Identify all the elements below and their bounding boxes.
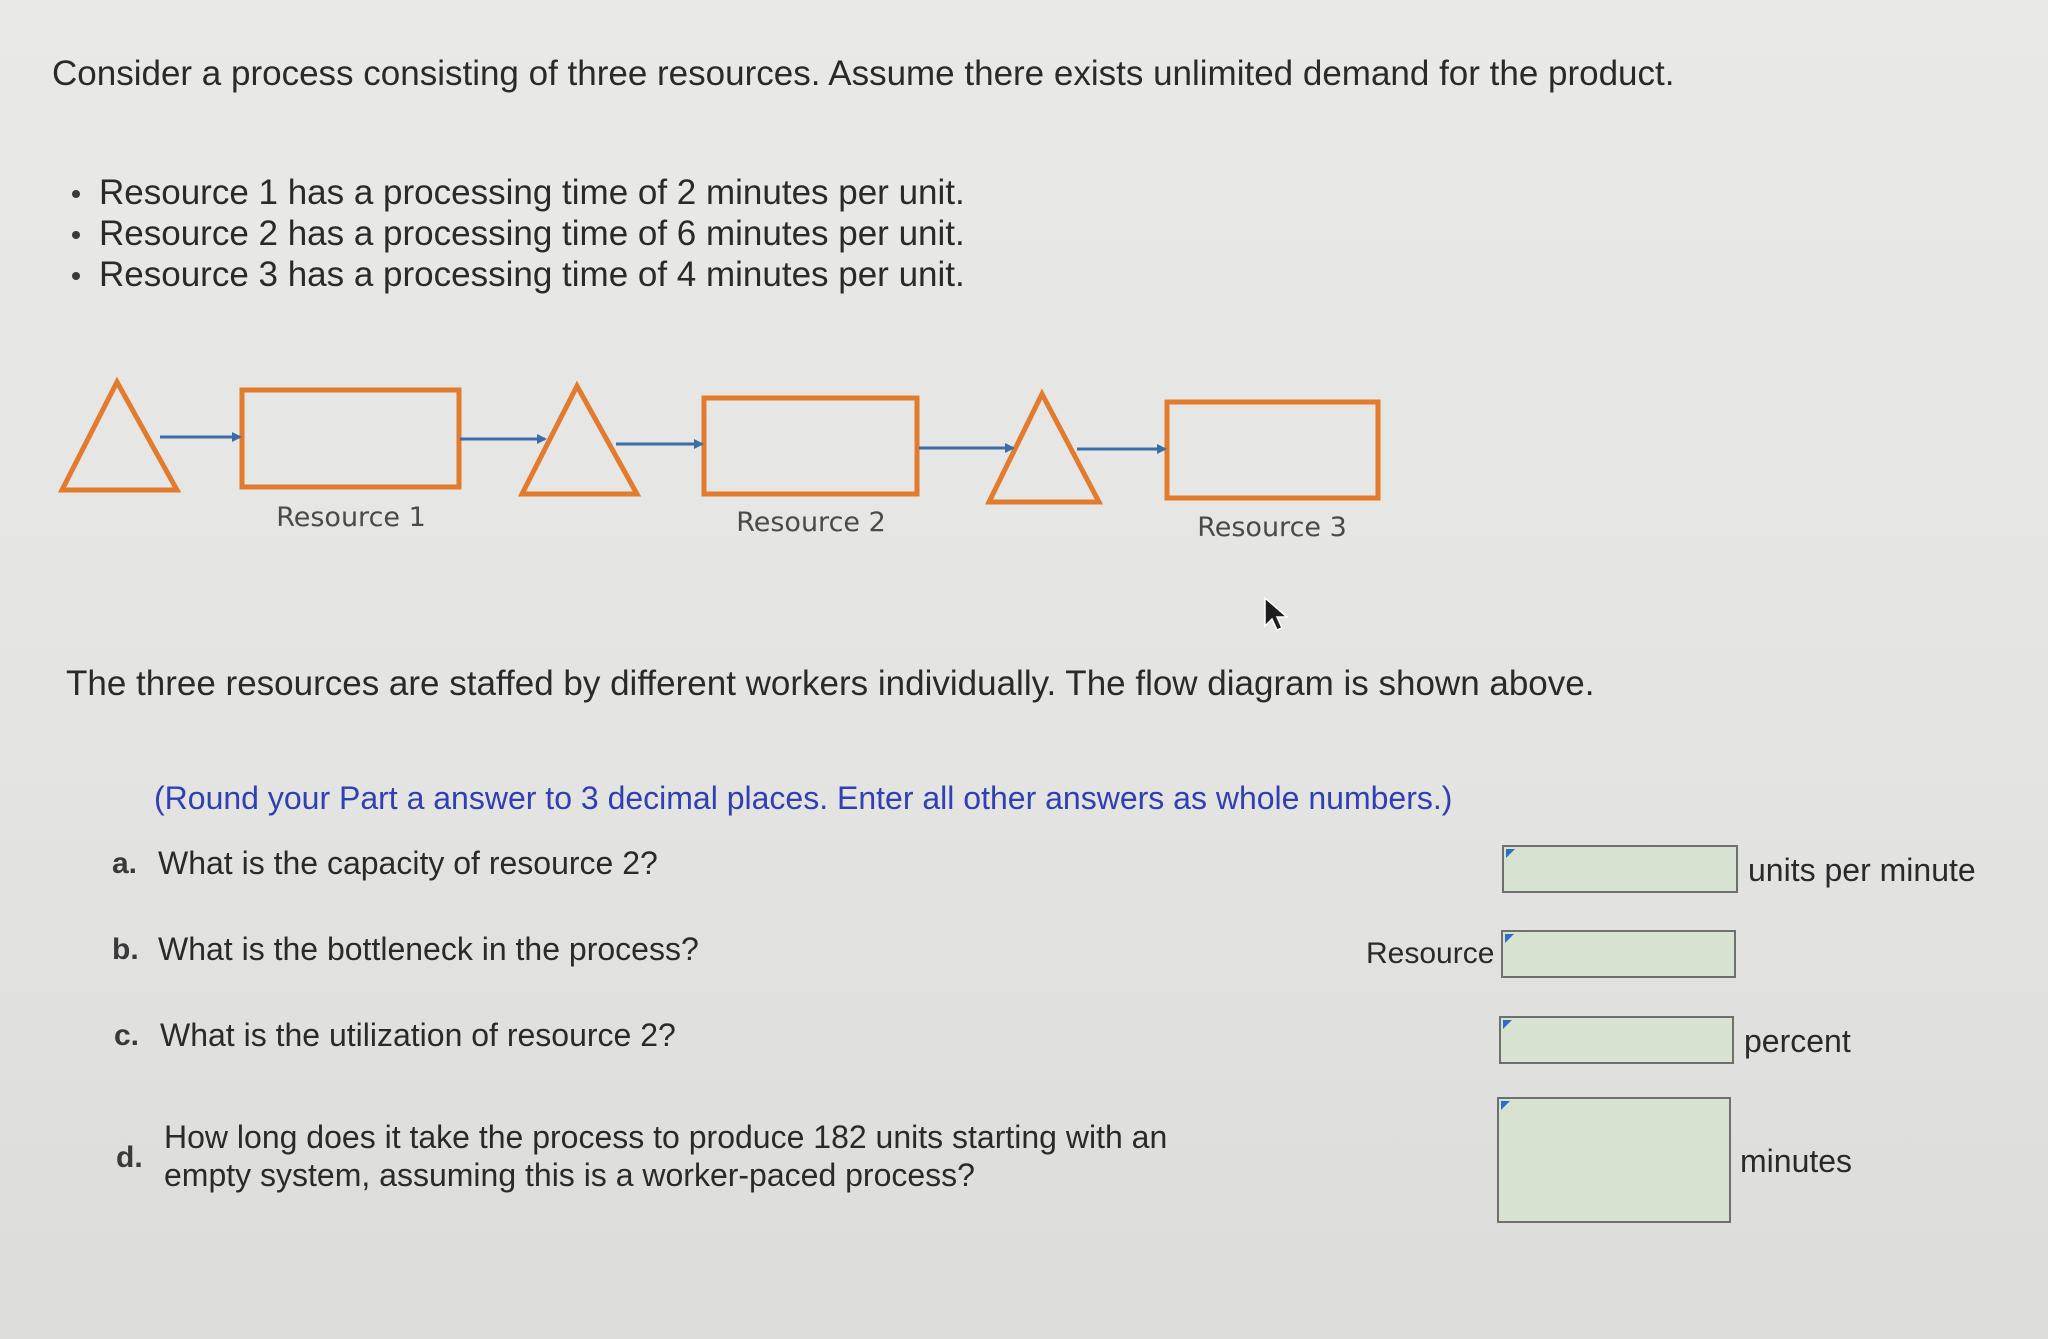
question-c-letter: c. (114, 1019, 140, 1052)
resource-box-1 (242, 390, 459, 487)
answer-c-input[interactable] (1499, 1016, 1734, 1064)
question-d-letter: d. (116, 1141, 143, 1174)
answer-a-unit: units per minute (1748, 852, 1976, 888)
answer-b-input[interactable] (1501, 930, 1736, 978)
question-b-text: What is the bottleneck in the process? (158, 931, 699, 967)
problem-intro: Consider a process consisting of three resources. Assume there exists unlimited demand for the product. (52, 54, 1675, 93)
answer-c-unit: percent (1744, 1023, 1851, 1059)
answer-a-input[interactable] (1502, 845, 1738, 893)
resource-box-3 (1167, 402, 1378, 498)
list-item-resource-3: Resource 3 has a processing time of 4 minutes per unit. (72, 254, 965, 295)
question-c-text: What is the utilization of resource 2? (160, 1017, 676, 1053)
question-a-text: What is the capacity of resource 2? (158, 845, 658, 881)
answer-d-input[interactable] (1497, 1097, 1731, 1223)
mouse-pointer-icon (1262, 596, 1292, 636)
staffing-statement: The three resources are staffed by different workers individually. The flow diagram is shown above. (66, 664, 1595, 703)
list-item-resource-2: Resource 2 has a processing time of 6 minutes per unit. (72, 213, 965, 254)
resource-2-label: Resource 2 (736, 507, 886, 538)
list-item-resource-1: Resource 1 has a processing time of 2 minutes per unit. (72, 172, 965, 213)
rounding-instructions: (Round your Part a answer to 3 decimal places. Enter all other answers as whole numbers.) (154, 780, 1453, 816)
resource-box-2 (704, 398, 917, 494)
inventory-triangle-1 (62, 382, 177, 490)
answer-d-unit: minutes (1740, 1143, 1853, 1179)
processing-time-list (72, 172, 965, 295)
question-d-text-line-1: How long does it take the process to produce 182 units starting with an (164, 1119, 1168, 1155)
process-flow-diagram (0, 360, 1420, 560)
resource-3-label: Resource 3 (1197, 512, 1347, 543)
resource-1-label: Resource 1 (276, 502, 426, 533)
question-d-text-line-2: empty system, assuming this is a worker-paced process? (164, 1157, 975, 1193)
answer-b-prefix: Resource (1366, 937, 1495, 970)
question-a-letter: a. (112, 847, 138, 880)
question-b-letter: b. (112, 933, 139, 966)
